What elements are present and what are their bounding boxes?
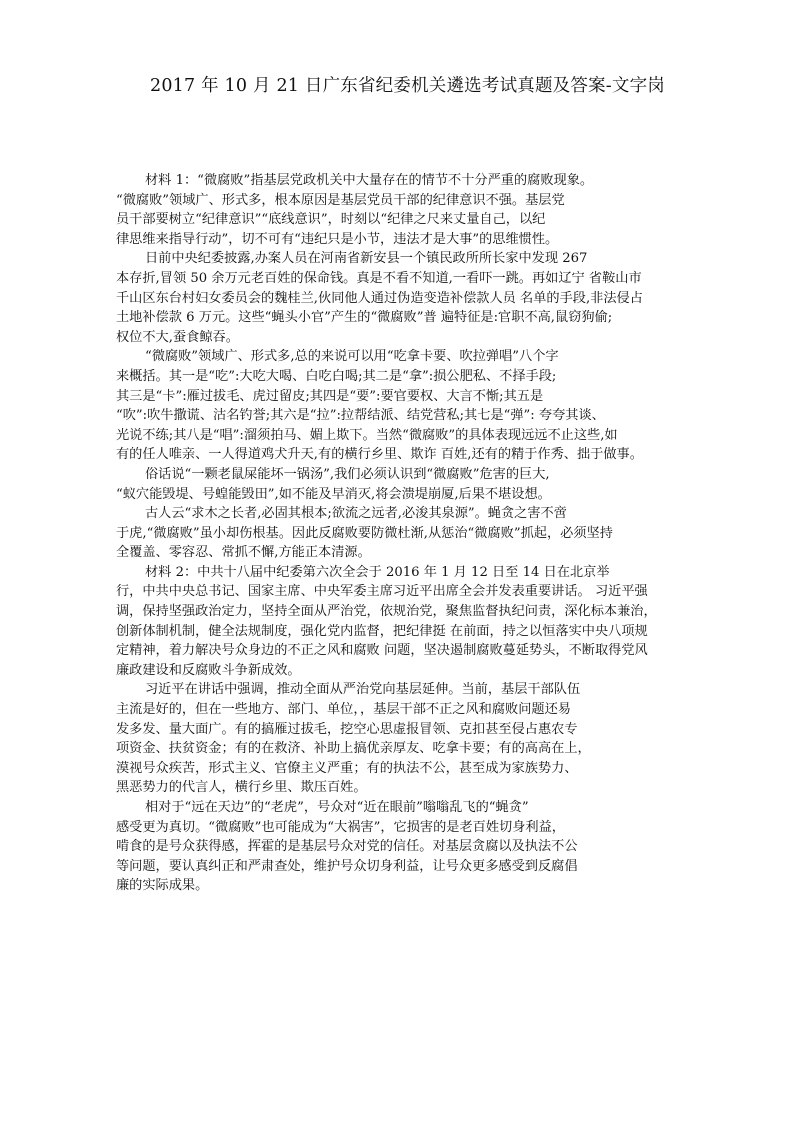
- text-line: 主流是好的，但在一些地方、部门、单位，，基层干部不正之风和腐败问题还易: [116, 702, 571, 718]
- text-line: 习近平在讲话中强调，推动全面从严治党向基层延伸。当前，基层干部队伍: [145, 682, 581, 698]
- text-line: 啃食的是号众获得感，挥霍的是基层号众对党的信任。对基层贪腐以及执法不公: [116, 839, 578, 855]
- text-line: “微腐败”领域广、形式多，根本原因是基层党员干部的纪律意识不强。基层党: [116, 192, 565, 208]
- text-line: “吹”:吹牛撒谎、沽名钓誉;其六是“拉”:拉帮结派、结党营私;其七是“弹”: 夸夸其谈、: [116, 408, 605, 424]
- text-line: 黑恶势力的代言人，横行乡里、欺压百姓。: [116, 780, 367, 796]
- text-line: 千山区东台村妇女委员会的魏桂兰,伙同他人通过伪造变造补偿款人员 名单的手段,非法侵占: [116, 290, 643, 306]
- text-line: 俗话说“一颗老鼠屎能坏一锅汤”,我们必须认识到“微腐败”危害的巨大,: [145, 466, 550, 482]
- text-line: 律思维来指导行动”，切不可有“违纪只是小节，违法才是大事”的思维惯性。: [116, 231, 559, 247]
- text-line: 廉政建设和反腐败斗争新成效。: [116, 662, 301, 678]
- text-line: 相对于“远在天边”的“老虎”，号众对“近在眼前”嗡嗡乱飞的“蝇贪”: [145, 800, 529, 815]
- text-line: 权位不大,蚕食鲸吞。: [116, 329, 239, 345]
- text-line: 廉的实际成果。: [116, 878, 209, 894]
- text-line: 感受更为真切。“微腐败”也可能成为“大祸害”，它损害的是老百姓切身利益，: [116, 819, 565, 835]
- text-line: 其三是“卡”:雁过拔毛、虎过留皮;其四是“要”:要官要权、大言不惭;其五是: [116, 388, 544, 404]
- text-line: “蚁穴能毁堤、号蝗能毁田”,如不能及早消灭,将会溃堤崩厦,后果不堪设想。: [116, 486, 551, 502]
- text-line: 员干部要树立“纪律意识”“底线意识”，时刻以“纪律之尺来丈量自己，以纪: [116, 212, 546, 228]
- text-line: 古人云“求木之长者,必固其根本;欲流之远者,必浚其泉源”。蝇贪之害不啻: [145, 506, 567, 522]
- text-line: 调，保持坚强政治定力，坚持全面从严治党，依规治党，聚焦监督执纪问责，深化标本兼治，: [116, 604, 657, 620]
- text-line: 材料 2：中共十八届中纪委第六次全会于 2016 年 1 月 12 日至 14 日在北京举: [145, 564, 610, 580]
- text-line: 有的任人唯亲、一人得道鸡犬升天,有的横行乡里、欺诈 百姓,还有的精于作秀、拙于做事。: [116, 447, 643, 463]
- document-title: 2017 年 10 月 21 日广东省纪委机关遴选考试真题及答案-文字岗: [150, 76, 665, 96]
- text-line: 全覆盖、零容忍、常抓不懈,方能正本清源。: [116, 545, 371, 561]
- document-body: [116, 171, 686, 896]
- text-line: 项资金、扶贫资金；有的在救济、补助上搞优亲厚友、吃拿卡要；有的高高在上，: [116, 741, 591, 757]
- text-line: 来概括。其一是“吃”:大吃大喝、白吃白喝;其二是“拿”:损公肥私、不择手段;: [116, 368, 557, 384]
- text-line: 日前中央纪委披露,办案人员在河南省新安县一个镇民政所所长家中发现 267: [145, 251, 588, 267]
- text-line: 漠视号众疾苦，形式主义、官僚主义严重；有的执法不公，甚至成为家族势力、: [116, 760, 578, 776]
- text-line: 于虎,“微腐败”虽小却伤根基。因此反腐败要防微杜渐,从惩治“微腐败”抓起，必须坚持: [116, 525, 613, 541]
- text-line: 行，中共中央总书记、国家主席、中央军委主席习近平出席全会并发表重要讲话。 习近平强: [116, 584, 648, 600]
- text-line: 等问题，要认真纠正和严肃查处，维护号众切身利益，让号众更多感受到反腐倡: [116, 858, 578, 874]
- text-line: 土地补偿款 6 万元。这些“蝇头小官”产生的“微腐败”普 遍特征是:官职不高,鼠窃狗偷;: [116, 310, 613, 326]
- text-line: 创新体制机制，健全法规制度，强化党内监督，把纪律挺 在前面，持之以恒落实中央八项规: [116, 623, 648, 639]
- text-line: “微腐败”领域广、形式多,总的来说可以用“吃拿卡要、吹拉弹唱”八个字: [145, 349, 559, 365]
- text-line: 光说不练;其八是“唱”:溜须拍马、媚上欺下。当然“微腐败”的具体表现远远不止这些,如: [116, 427, 618, 443]
- text-line: 材料 1：“微腐败”指基层党政机关中大量存在的情节不十分严重的腐败现象。: [145, 173, 594, 188]
- text-line: 发多发、量大面广。有的搞雁过拔毛，挖空心思虚报冒领、克扣甚至侵占惠农专: [116, 721, 578, 737]
- text-line: 本存折,冒领 50 余万元老百姓的保命钱。真是不看不知道,一看吓一跳。再如辽宁 省鞍山市: [116, 270, 642, 286]
- text-line: 定精神，着力解决号众身边的不正之风和腐败 问题，坚决遏制腐败蔓延势头，不断取得党风: [116, 643, 648, 659]
